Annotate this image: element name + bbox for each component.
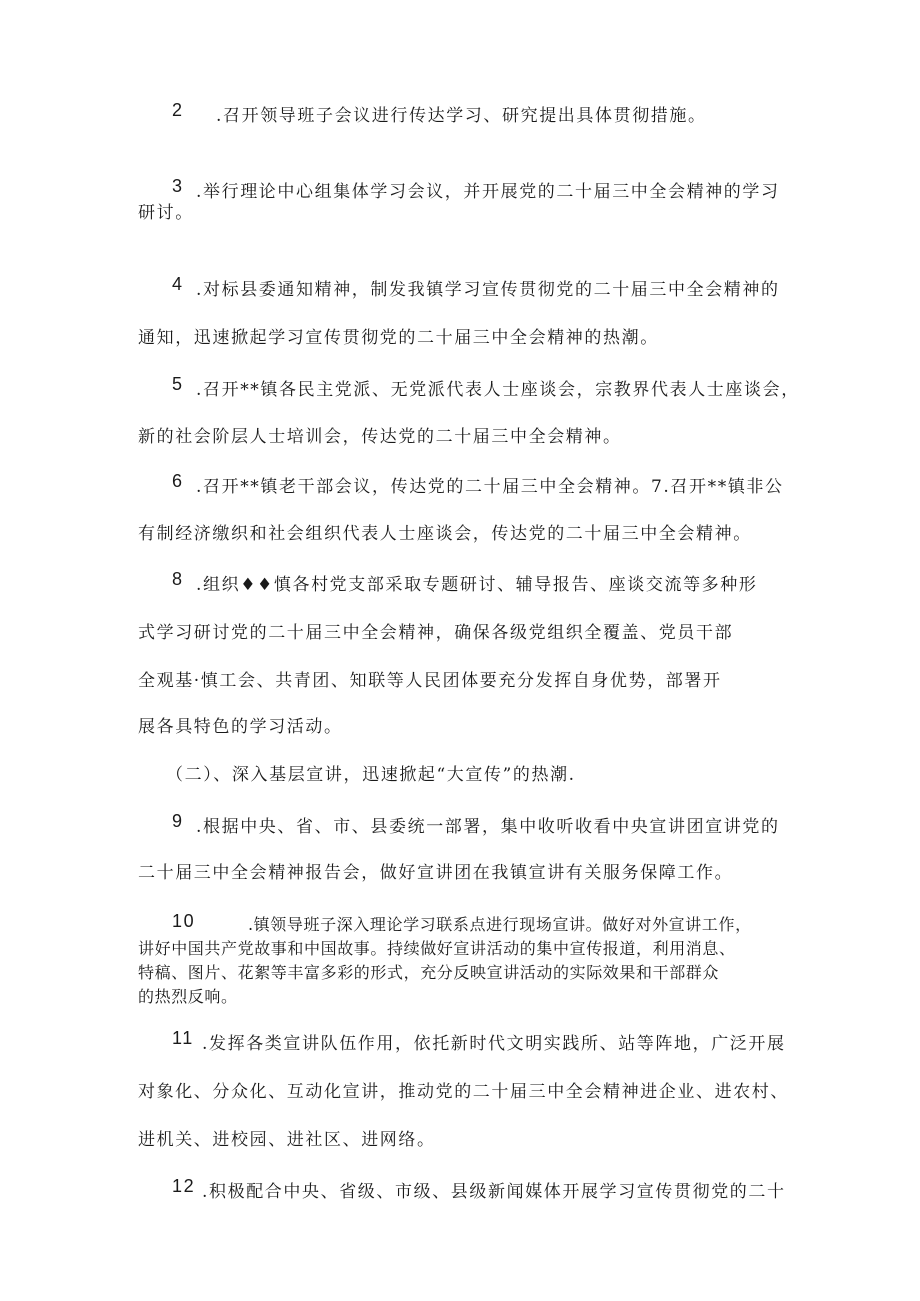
paragraph-line: 讲好中国共产党故事和中国故事。持续做好宣讲活动的集中宣传报道，利用消息、 xyxy=(138,939,736,958)
paragraph-line: .召开**镇各民主党派、无党派代表人士座谈会，宗教界代表人士座谈会， xyxy=(196,380,800,400)
paragraph-number: 2 xyxy=(172,100,184,120)
paragraph-number: 3 xyxy=(172,176,184,196)
paragraph-line: .举行理论中心组集体学习会议，并开展党的二十届三中全会精神的学习 xyxy=(196,182,780,202)
paragraph-line: 展各具特色的学习活动。 xyxy=(138,717,343,737)
paragraph-line: 研讨。 xyxy=(138,203,194,223)
paragraph-line: .镇领导班子深入理论学习联系点进行现场宣讲。做好对外宣讲工作， xyxy=(248,915,752,934)
section-heading: （二）、深入基层宣讲，迅速掀起“大宣传”的热潮. xyxy=(166,765,576,785)
paragraph-number: 11 xyxy=(172,1028,194,1048)
paragraph-number: 5 xyxy=(172,374,184,394)
paragraph-line: 的热烈反响。 xyxy=(138,987,238,1006)
paragraph-line: .发挥各类宣讲队伍作用，依托新时代文明实践所、站等阵地，广泛开展 xyxy=(202,1034,786,1054)
paragraph-number: 8 xyxy=(172,569,184,589)
paragraph-line: 进机关、进校园、进社区、进网络。 xyxy=(138,1130,436,1150)
paragraph-line: .积极配合中央、省级、市级、县级新闻媒体开展学习宣传贯彻党的二十 xyxy=(202,1182,786,1202)
paragraph-line: .根据中央、省、市、县委统一部署，集中收听收看中央宣讲团宣讲党的 xyxy=(196,817,780,837)
paragraph-line: 特稿、图片、花絮等丰富多彩的形式，充分反映宣讲活动的实际效果和干部群众 xyxy=(138,963,720,982)
paragraph-number: 6 xyxy=(172,471,184,491)
paragraph-line: .召开领导班子会议进行传达学习、研究提出具体贯彻措施。 xyxy=(216,106,707,126)
paragraph-line: 有制经济缴织和社会组织代表人士座谈会，传达党的二十届三中全会精神。 xyxy=(138,524,752,544)
paragraph-line: 对象化、分众化、互动化宣讲，推动党的二十届三中全会精神进企业、进农村、 xyxy=(138,1082,789,1102)
paragraph-number: 12 xyxy=(172,1176,196,1196)
paragraph-line: 全观基·慎工会、共青团、知联等人民团体要充分发挥自身优势，部署开 xyxy=(138,671,722,691)
paragraph-line: 二十届三中全会精神报告会，做好宣讲团在我镇宣讲有关服务保障工作。 xyxy=(138,863,734,883)
paragraph-line: 通知，迅速掀起学习宣传贯彻党的二十届三中全会精神的热潮。 xyxy=(138,328,659,348)
paragraph-line: .对标县委通知精神，制发我镇学习宣传贯彻党的二十届三中全会精神的 xyxy=(196,280,780,300)
paragraph-line: 新的社会阶层人士培训会，传达党的二十届三中全会精神。 xyxy=(138,427,622,447)
paragraph-line: .召开**镇老干部会议，传达党的二十届三中全会精神。7.召开**镇非公 xyxy=(196,477,784,497)
paragraph-number: 9 xyxy=(172,811,184,831)
paragraph-number: 10 xyxy=(172,911,196,931)
paragraph-number: 4 xyxy=(172,274,184,294)
paragraph-line: 式学习研讨党的二十届三中全会精神，确保各级党组织全覆盖、党员干部 xyxy=(138,623,734,643)
paragraph-line: .组织♦♦慎各村党支部采取专题研讨、辅导报告、座谈交流等多种形 xyxy=(196,575,758,595)
